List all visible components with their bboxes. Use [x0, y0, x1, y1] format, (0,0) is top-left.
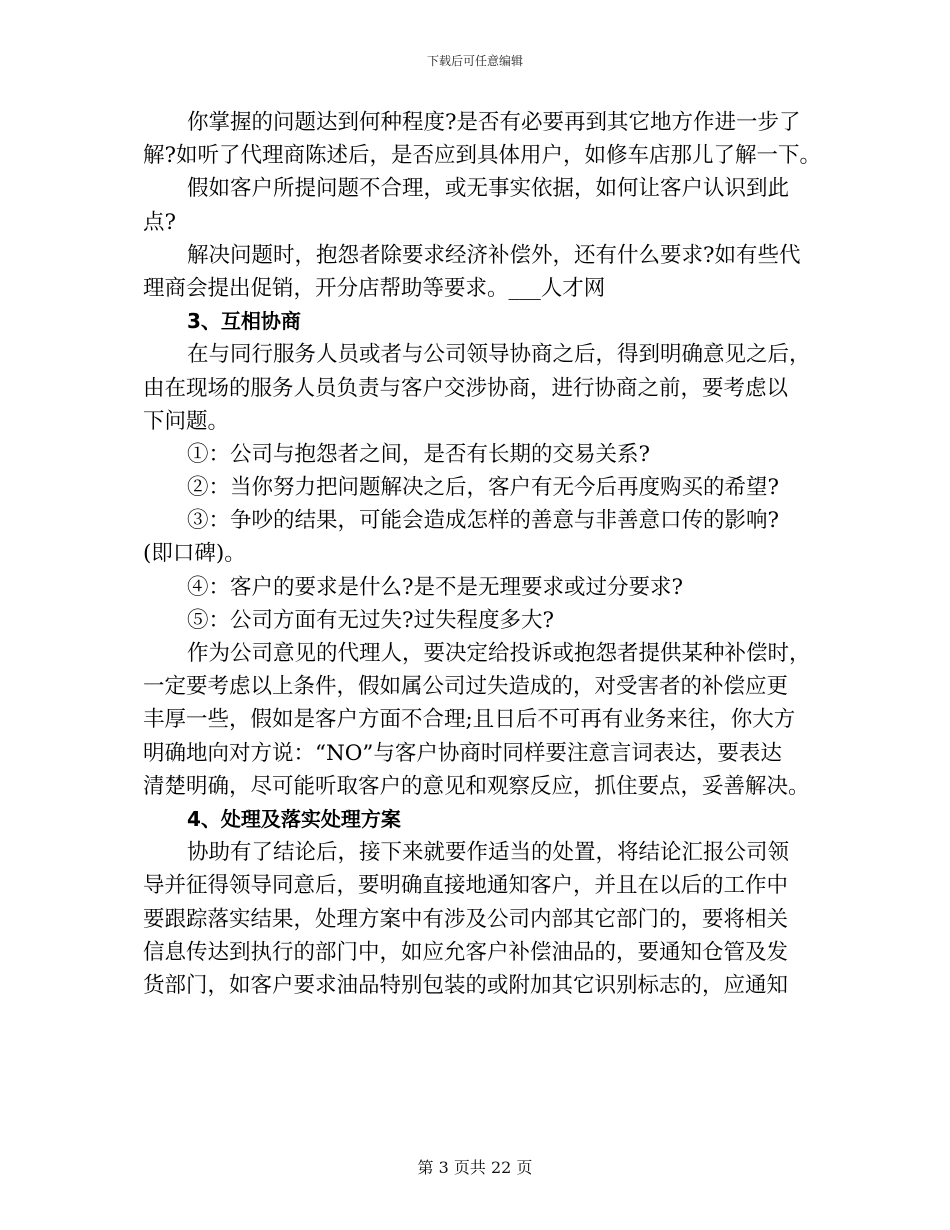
body-text-line: 协助有了结论后，接下来就要作适当的处置，将结论汇报公司领 [187, 840, 790, 866]
body-text-line: 丰厚一些，假如是客户方面不合理;且日后不可再有业务来往，你大方 [143, 707, 796, 733]
body-text-line: ④：客户的要求是什么?是不是无理要求或过分要求? [187, 574, 684, 600]
body-text-line: 作为公司意见的代理人，要决定给投诉或抱怨者提供某种补偿时， [187, 641, 811, 666]
document-body [143, 106, 822, 1002]
page-header: 下载后可任意编辑 [426, 54, 523, 68]
body-text-line: 点? [143, 209, 177, 235]
section-heading: 4、处理及落实处理方案 [187, 806, 401, 831]
body-text-line: (即口碑)。 [143, 541, 246, 567]
section-heading: 3、互相协商 [187, 309, 301, 334]
body-text-line: ③：争吵的结果，可能会造成怎样的善意与非善意口传的影响? [187, 508, 780, 534]
body-text-line: 导并征得领导同意后，要明确直接地通知客户，并且在以后的工作中 [143, 873, 789, 899]
body-text-line: 一定要考虑以上条件，假如属公司过失造成的，对受害者的补偿应更 [143, 674, 789, 700]
body-text-line: 清楚明确，尽可能听取客户的意见和观察反应，抓住要点，妥善解决。 [143, 773, 810, 799]
body-text-line: 要跟踪落实结果，处理方案中有涉及公司内部其它部门的，要将相关 [143, 906, 789, 932]
body-text-line: ②：当你努力把问题解决之后，客户有无今后再度购买的希望? [187, 475, 780, 501]
body-text-line: 你掌握的问题达到何种程度?是否有必要再到其它地方作进一步了 [187, 110, 801, 135]
body-text-line: 解决问题时，抱怨者除要求经济补偿外，还有什么要求?如有些代 [187, 242, 801, 268]
body-text-line: 假如客户所提问题不合理，或无事实依据，如何让客户认识到此 [187, 176, 790, 202]
body-text-line: 由在现场的服务人员负责与客户交涉协商，进行协商之前，要考虑以 [143, 375, 789, 401]
body-text-line: 在与同行服务人员或者与公司领导协商之后，得到明确意见之后， [187, 342, 811, 368]
body-text-line: ①：公司与抱怨者之间，是否有长期的交易关系? [187, 441, 651, 467]
body-text-line: ⑤：公司方面有无过失?过失程度多大? [187, 607, 555, 633]
body-text-line: 明确地向对方说：“NO”与客户协商时同样要注意言词表达，要表达 [143, 740, 782, 766]
body-text-line: 货部门，如客户要求油品特别包装的或附加其它识别标志的，应通知 [143, 972, 789, 998]
body-text-line: 解?如听了代理商陈述后，是否应到具体用户，如修车店那儿了解一下。 [143, 143, 822, 169]
body-text-line: 理商会提出促销，开分店帮助等要求。___人才网 [143, 275, 606, 301]
page-number-footer: 第 3 页共 22 页 [417, 1158, 533, 1177]
body-text-line: 信息传达到执行的部门中，如应允客户补偿油品的，要通知仓管及发 [143, 939, 789, 965]
body-text-line: 下问题。 [143, 408, 230, 434]
